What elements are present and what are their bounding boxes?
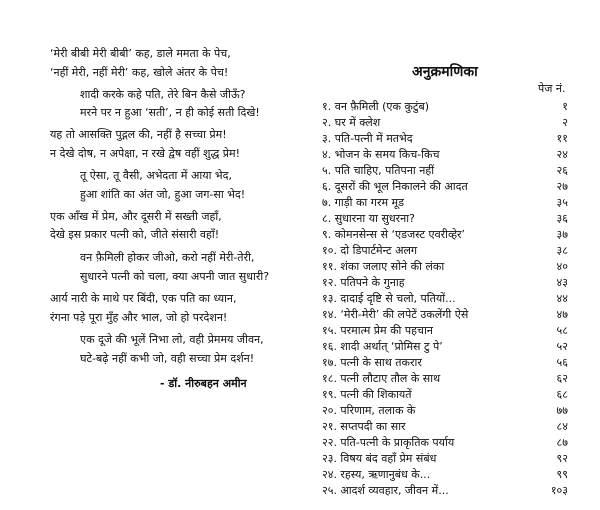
toc-entry-page: ६८: [556, 388, 568, 401]
toc-entry-label: २४. रहस्य, ऋणानुबंध के...: [322, 468, 431, 481]
toc-entry-label: ९. कोमनसेन्स से ‘एडजस्ट एवरीव्हेर’: [322, 228, 466, 241]
toc-entry-label: ७. गाड़ी का गरम मूड: [322, 196, 405, 209]
toc-entry-page: १०३: [550, 484, 568, 497]
toc-entry-label: २१. सप्तपदी का सार: [322, 420, 406, 433]
toc-entry[interactable]: [300, 244, 600, 258]
toc-entry-label: १८. पत्नी लौटाए तौल के साथ: [322, 372, 441, 385]
toc-title: अनुक्रमणिका: [412, 64, 478, 80]
toc-entry-label: १५. परमात्म प्रेम की पहचान: [322, 324, 433, 337]
toc-entry-page: ३६: [556, 212, 568, 225]
poem-line: घटे-बढ़े नहीं कभी जो, वही सच्चा प्रेम दर्शन!: [80, 352, 255, 365]
toc-entry[interactable]: [300, 340, 600, 354]
toc-entry-label: २०. परिणाम, तलाक के: [322, 404, 416, 417]
toc-entry-page: ४०: [556, 260, 568, 273]
toc-entry-page: १: [562, 100, 568, 113]
poem-line: मरने पर न हुआ ‘सती’, न ही कोई सती दिखे!: [80, 106, 260, 119]
toc-entry-label: १०. दो डिपार्टमेन्ट अलग: [322, 244, 418, 257]
toc-entry[interactable]: [300, 196, 600, 210]
toc-entry-label: १२. पतिपने के गुनाह: [322, 276, 405, 289]
toc-entry[interactable]: [300, 484, 600, 498]
toc-entry[interactable]: [300, 132, 600, 146]
toc-entry-label: २५. आदर्श व्यवहार, जीवन में...: [322, 484, 449, 497]
toc-entry-label: ११. शंका जलाए सोने की लंका: [322, 260, 445, 273]
toc-entry-page: ६२: [556, 372, 568, 385]
toc-entry-page: ८४: [556, 420, 568, 433]
toc-entry-page: ७७: [556, 404, 568, 417]
toc-entry-label: २. घर में क्लेश: [322, 116, 381, 129]
toc-entry[interactable]: [300, 356, 600, 370]
toc-entry[interactable]: [300, 276, 600, 290]
toc-entry-page: ९२: [556, 452, 568, 465]
page-number-header: पेज नं.: [538, 82, 566, 95]
toc-entry-label: ४. भोजन के समय किच-किच: [322, 148, 440, 161]
toc-entry[interactable]: [300, 180, 600, 194]
poem-line: हुआ शांति का अंत जो, हुआ जग-सा भेद!: [80, 188, 246, 201]
toc-entry[interactable]: [300, 292, 600, 306]
poem-line: ‘मेरी बीबी मेरी बीबी’ कह, डाले ममता के पेच,: [50, 47, 231, 60]
poem-line: सुधारने पत्नी को चला, क्या अपनी जात सुधारी?: [80, 270, 270, 283]
toc-entry[interactable]: [300, 148, 600, 162]
poem-line: तू ऐसा, तू वैसी, अभेदता में आया भेद,: [80, 169, 232, 182]
toc-entry-label: १७. पत्नी के साथ तकरार: [322, 356, 422, 369]
toc-entry-page: ४७: [556, 308, 568, 321]
toc-entry-page: ८७: [556, 436, 568, 449]
toc-entry[interactable]: [300, 372, 600, 386]
toc-entry-page: ४३: [556, 276, 568, 289]
poem-line: एक आँख में प्रेम, और दूसरी में सख्ती जहाँ,: [50, 210, 222, 223]
poem-line: शादी करके कहे पति, तेरे बिन कैसे जीऊँ?: [80, 88, 246, 101]
toc-page: [300, 0, 600, 510]
toc-entry-label: १. वन फ़ैमिली (एक कुटुंब): [322, 100, 430, 113]
toc-entry[interactable]: [300, 420, 600, 434]
toc-entry-page: २६: [556, 164, 568, 177]
toc-entry-page: ११: [556, 132, 568, 145]
toc-entry-page: २७: [556, 180, 568, 193]
toc-entry-label: १३. दादाई दृष्टि से चलो, पतियों...: [322, 292, 456, 305]
toc-entry[interactable]: [300, 308, 600, 322]
poem-line: वन फ़ैमिली होकर जीओ, करो नहीं मेरी-तेरी,: [80, 251, 255, 264]
poem-line: आर्य नारी के माथे पर बिंदी, एक पति का ध्यान,: [50, 292, 237, 305]
toc-entry[interactable]: [300, 388, 600, 402]
toc-entry[interactable]: [300, 212, 600, 226]
toc-entry[interactable]: [300, 452, 600, 466]
toc-entry-label: ८. सुधारना या सुधरना?: [322, 212, 415, 225]
toc-entry-label: १४. ‘मेरी-मेरी’ की लपेटें उकलेंगी ऐसे: [322, 308, 469, 321]
author-signature: - डॉ. नीरुबहन अमीन: [160, 377, 247, 390]
poem-line: यह तो आसक्ति पुद्गल की, नहीं है सच्चा प्रेम!: [50, 128, 227, 141]
toc-entry-page: ३७: [556, 228, 568, 241]
toc-entry-page: ३८: [556, 244, 568, 257]
toc-entry[interactable]: [300, 260, 600, 274]
toc-entry-page: ९९: [556, 468, 568, 481]
toc-entry[interactable]: [300, 116, 600, 130]
toc-entry-page: ५८: [556, 324, 568, 337]
toc-entry-label: ५. पति चाहिए, पतिपना नहीं: [322, 164, 435, 177]
toc-entry-label: १६. शादी अर्थात् ‘प्रोमिस टु पे’: [322, 340, 443, 353]
poem-line: ‘नहीं मेरी, नहीं मेरी’ कह, खोले अंतर के पेच!: [50, 66, 229, 79]
toc-entry-label: १९. पत्नी की शिकायतें: [322, 388, 412, 401]
toc-entry-page: २४: [556, 148, 568, 161]
toc-entry[interactable]: [300, 468, 600, 482]
poem-line: न देखे दोष, न अपेक्षा, न रखे द्वेष वहीं शुद्ध प्रेम!: [50, 147, 241, 160]
toc-entry[interactable]: [300, 404, 600, 418]
toc-entry[interactable]: [300, 164, 600, 178]
toc-entry-page: ३५: [556, 196, 568, 209]
toc-entry-page: ५६: [556, 356, 568, 369]
toc-entry[interactable]: [300, 228, 600, 242]
toc-entry-label: ३. पति-पत्नी में मतभेद: [322, 132, 413, 145]
toc-entry-label: २३. विषय बंद वहाँ प्रेम संबंध: [322, 452, 437, 465]
poem-line: देखे इस प्रकार पत्नी को, जीते संसारी वहाँ!: [50, 228, 220, 241]
toc-entry-page: २: [562, 116, 568, 129]
toc-entry-label: ६. दूसरों की भूल निकालने की आदत: [322, 180, 468, 193]
poem-line: एक दूजे की भूलें निभा लो, वही प्रेममय जीवन,: [80, 333, 264, 346]
poem-line: रंगना पड़े पूरा मुँह और भाल, जो हो परदेशन!: [50, 311, 228, 324]
toc-entry-page: ४४: [556, 292, 568, 305]
toc-entry[interactable]: [300, 436, 600, 450]
toc-entry-page: ५२: [556, 340, 568, 353]
toc-entry[interactable]: [300, 100, 600, 114]
toc-entry[interactable]: [300, 324, 600, 338]
toc-entry-label: २२. पति-पत्नी के प्राकृतिक पर्याय: [322, 436, 455, 449]
